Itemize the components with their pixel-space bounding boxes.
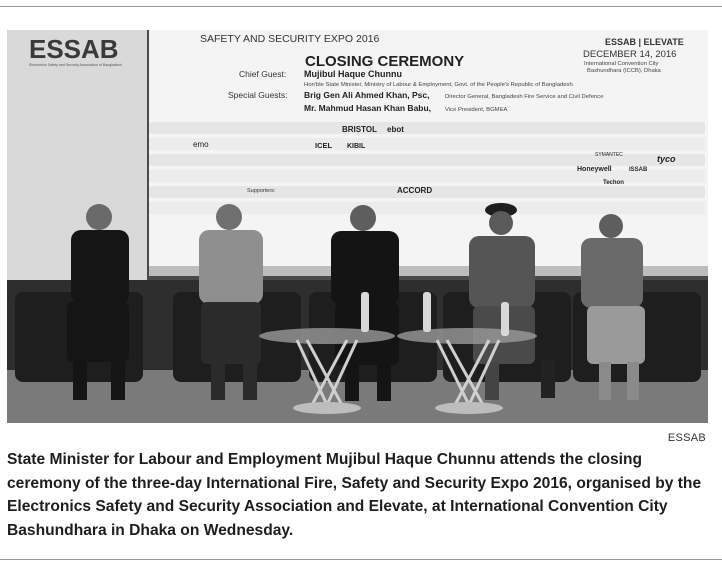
sponsor-logo: emo <box>193 140 209 149</box>
guest1-title: Director General, Bangladesh Fire Service and Civil Defence <box>445 94 604 100</box>
banner-venue-line2: Bashundhara (ICCB), Dhaka <box>587 68 661 74</box>
sponsor-logo: KIBIL <box>347 143 366 150</box>
event-photo <box>7 30 708 423</box>
chief-guest-label: Chief Guest: <box>239 69 287 79</box>
guest1-name: Brig Gen Ali Ahmed Khan, Psc, <box>304 90 430 100</box>
guest2-name: Mr. Mahmud Hasan Khan Babu, <box>304 103 432 113</box>
sidebar-tagline: Electronics Safety and Security Association of Bangladesh <box>29 63 122 67</box>
sponsor-logo: BRISTOL <box>342 125 377 134</box>
supporters-label: Supporters: <box>247 188 276 194</box>
sponsor-logo: Honeywell <box>577 166 612 173</box>
top-rule <box>0 6 722 7</box>
chief-guest-name: Mujibul Haque Chunnu <box>304 69 402 79</box>
special-guests-label: Special Guests: <box>228 90 288 100</box>
sponsor-logo: ACCORD <box>397 186 433 195</box>
chief-guest-title: Hon'ble State Minister, Ministry of Labour & Employment, Govt. of the People's Republic of Bangladesh <box>304 82 573 88</box>
bottom-rule <box>0 559 722 560</box>
photo-caption: State Minister for Labour and Employment Mujibul Haque Chunnu attends the closing ceremony of the three-day International Fire, Safety and Security Expo 2016, organised by the Electronics Safety and Security Association and Elevate, at International Convention City Bashundhara in Dhaka on Wednesday. <box>7 451 702 539</box>
sponsor-logo: Techon <box>603 180 624 186</box>
sidebar-logo: ESSAB <box>29 34 119 64</box>
banner-ceremony: CLOSING CEREMONY <box>305 53 465 70</box>
banner-org-logo: ESSAB | ELEVATE <box>605 37 684 47</box>
sponsor-logo: ISSAB <box>629 167 648 173</box>
sponsor-logo: tyco <box>657 154 676 164</box>
banner-expo-title: SAFETY AND SECURITY EXPO 2016 <box>200 33 380 45</box>
guest2-title: Vice President, BGMEA <box>445 107 508 113</box>
banner-venue-line1: International Convention City <box>584 61 659 67</box>
photo-credit: ESSAB <box>667 432 706 444</box>
sponsor-logo: ebot <box>387 125 404 134</box>
sponsor-logo: ICEL <box>315 141 333 150</box>
sponsor-logo: SYMANTEC <box>595 152 623 158</box>
banner-date: DECEMBER 14, 2016 <box>583 49 677 60</box>
